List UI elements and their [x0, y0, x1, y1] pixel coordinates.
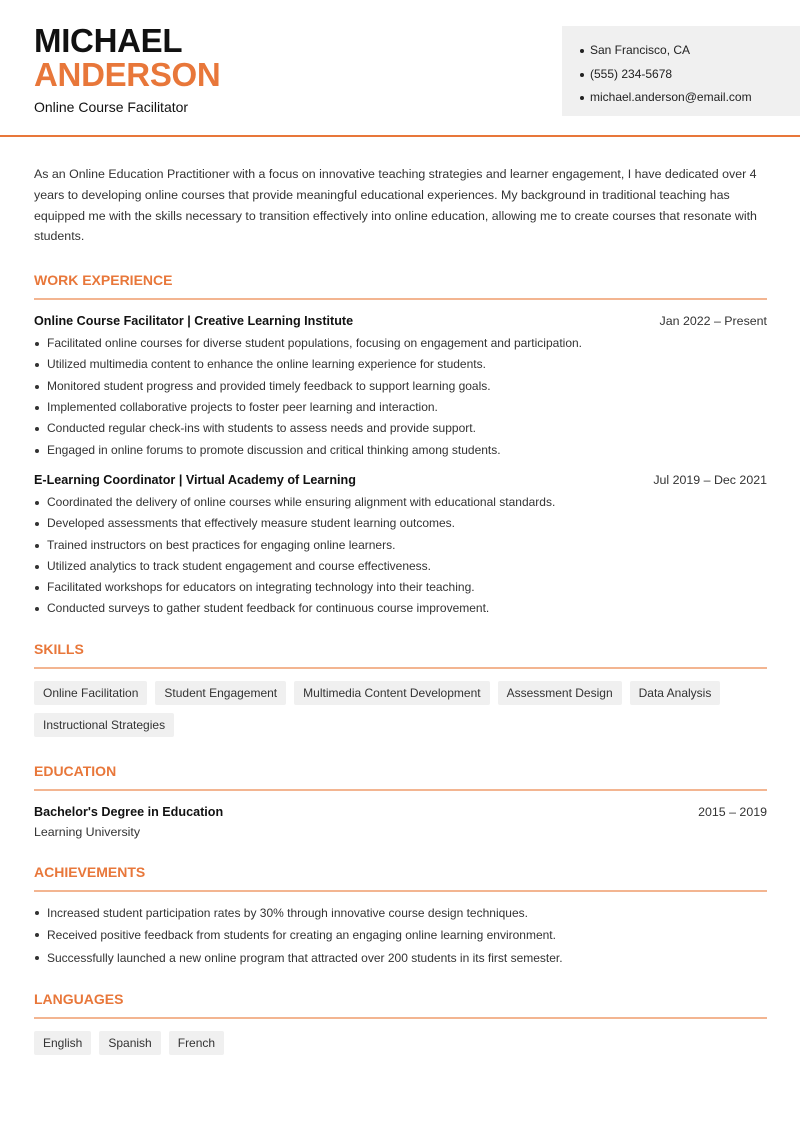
- section-title-work: WORK EXPERIENCE: [34, 272, 767, 300]
- skill-tag: Assessment Design: [498, 681, 622, 705]
- language-tag: French: [169, 1031, 224, 1055]
- list-item: Facilitated online courses for diverse student populations, focusing on engagement and participation.: [34, 333, 767, 354]
- skill-tag: Instructional Strategies: [34, 713, 174, 737]
- education-section: [34, 763, 767, 839]
- list-item: Facilitated workshops for educators on integrating technology into their teaching.: [34, 577, 767, 598]
- job-role: Online Course Facilitator: [34, 99, 189, 115]
- education-date: 2015 – 2019: [698, 804, 767, 819]
- list-item: Successfully launched a new online program that attracted over 200 students in its first semester.: [34, 947, 767, 970]
- job-entry: [34, 473, 767, 620]
- section-title-achievements: ACHIEVEMENTS: [34, 864, 767, 892]
- list-item: Utilized analytics to track student engagement and course effectiveness.: [34, 556, 767, 577]
- language-tag: Spanish: [99, 1031, 160, 1055]
- section-title-education: EDUCATION: [34, 763, 767, 791]
- skill-tag: Data Analysis: [630, 681, 721, 705]
- work-section: [34, 272, 767, 620]
- list-item: Monitored student progress and provided timely feedback to support learning goals.: [34, 376, 767, 397]
- languages-section: [34, 991, 767, 1055]
- resume-body: [34, 164, 767, 1055]
- list-item: Engaged in online forums to promote discussion and critical thinking among students.: [34, 440, 767, 461]
- skill-tag: Online Facilitation: [34, 681, 147, 705]
- job-entry: [34, 314, 767, 461]
- first-name: MICHAEL: [34, 22, 183, 59]
- skill-tag: Student Engagement: [155, 681, 286, 705]
- resume-header: [0, 0, 800, 137]
- list-item: Utilized multimedia content to enhance the online learning experience for students.: [34, 354, 767, 375]
- achievements-section: [34, 864, 767, 970]
- job-date: Jul 2019 – Dec 2021: [653, 472, 767, 487]
- list-item: Increased student participation rates by 30% through innovative course design techniques.: [34, 902, 767, 925]
- section-title-languages: LANGUAGES: [34, 991, 767, 1019]
- list-item: Coordinated the delivery of online courses while ensuring alignment with educational standards.: [34, 492, 767, 513]
- candidate-name: [34, 24, 220, 92]
- list-item: Developed assessments that effectively measure student learning outcomes.: [34, 513, 767, 534]
- contact-phone: (555) 234-5678: [580, 63, 800, 87]
- contact-email: michael.anderson@email.com: [580, 86, 800, 110]
- section-title-skills: SKILLS: [34, 641, 767, 669]
- degree: Bachelor's Degree in Education: [34, 804, 224, 819]
- skills-section: [34, 641, 767, 737]
- list-item: Received positive feedback from students for creating an engaging online learning environment.: [34, 924, 767, 947]
- summary: As an Online Education Practitioner with a focus on innovative teaching strategies and learner engagement, I have dedicated over 4 years to developing online courses that provide meaningful educational experiences. My background in traditional teaching has equipped me with the skills necessary to transition effectively into online education, allowing me to create courses that resonate with students.: [34, 167, 757, 244]
- job-title: Online Course Facilitator | Creative Learning Institute: [34, 314, 354, 329]
- contact-box: [562, 26, 800, 116]
- skill-tag: Multimedia Content Development: [294, 681, 489, 705]
- list-item: Conducted regular check-ins with students to assess needs and provide support.: [34, 418, 767, 439]
- language-tag: English: [34, 1031, 91, 1055]
- job-date: Jan 2022 – Present: [659, 314, 767, 329]
- job-title: E-Learning Coordinator | Virtual Academy of Learning: [34, 472, 356, 487]
- school-name: Learning University: [34, 824, 141, 839]
- last-name: ANDERSON: [34, 56, 221, 93]
- list-item: Conducted surveys to gather student feedback for continuous course improvement.: [34, 598, 767, 619]
- contact-location: San Francisco, CA: [580, 39, 800, 63]
- list-item: Trained instructors on best practices for engaging online learners.: [34, 535, 767, 556]
- list-item: Implemented collaborative projects to foster peer learning and interaction.: [34, 397, 767, 418]
